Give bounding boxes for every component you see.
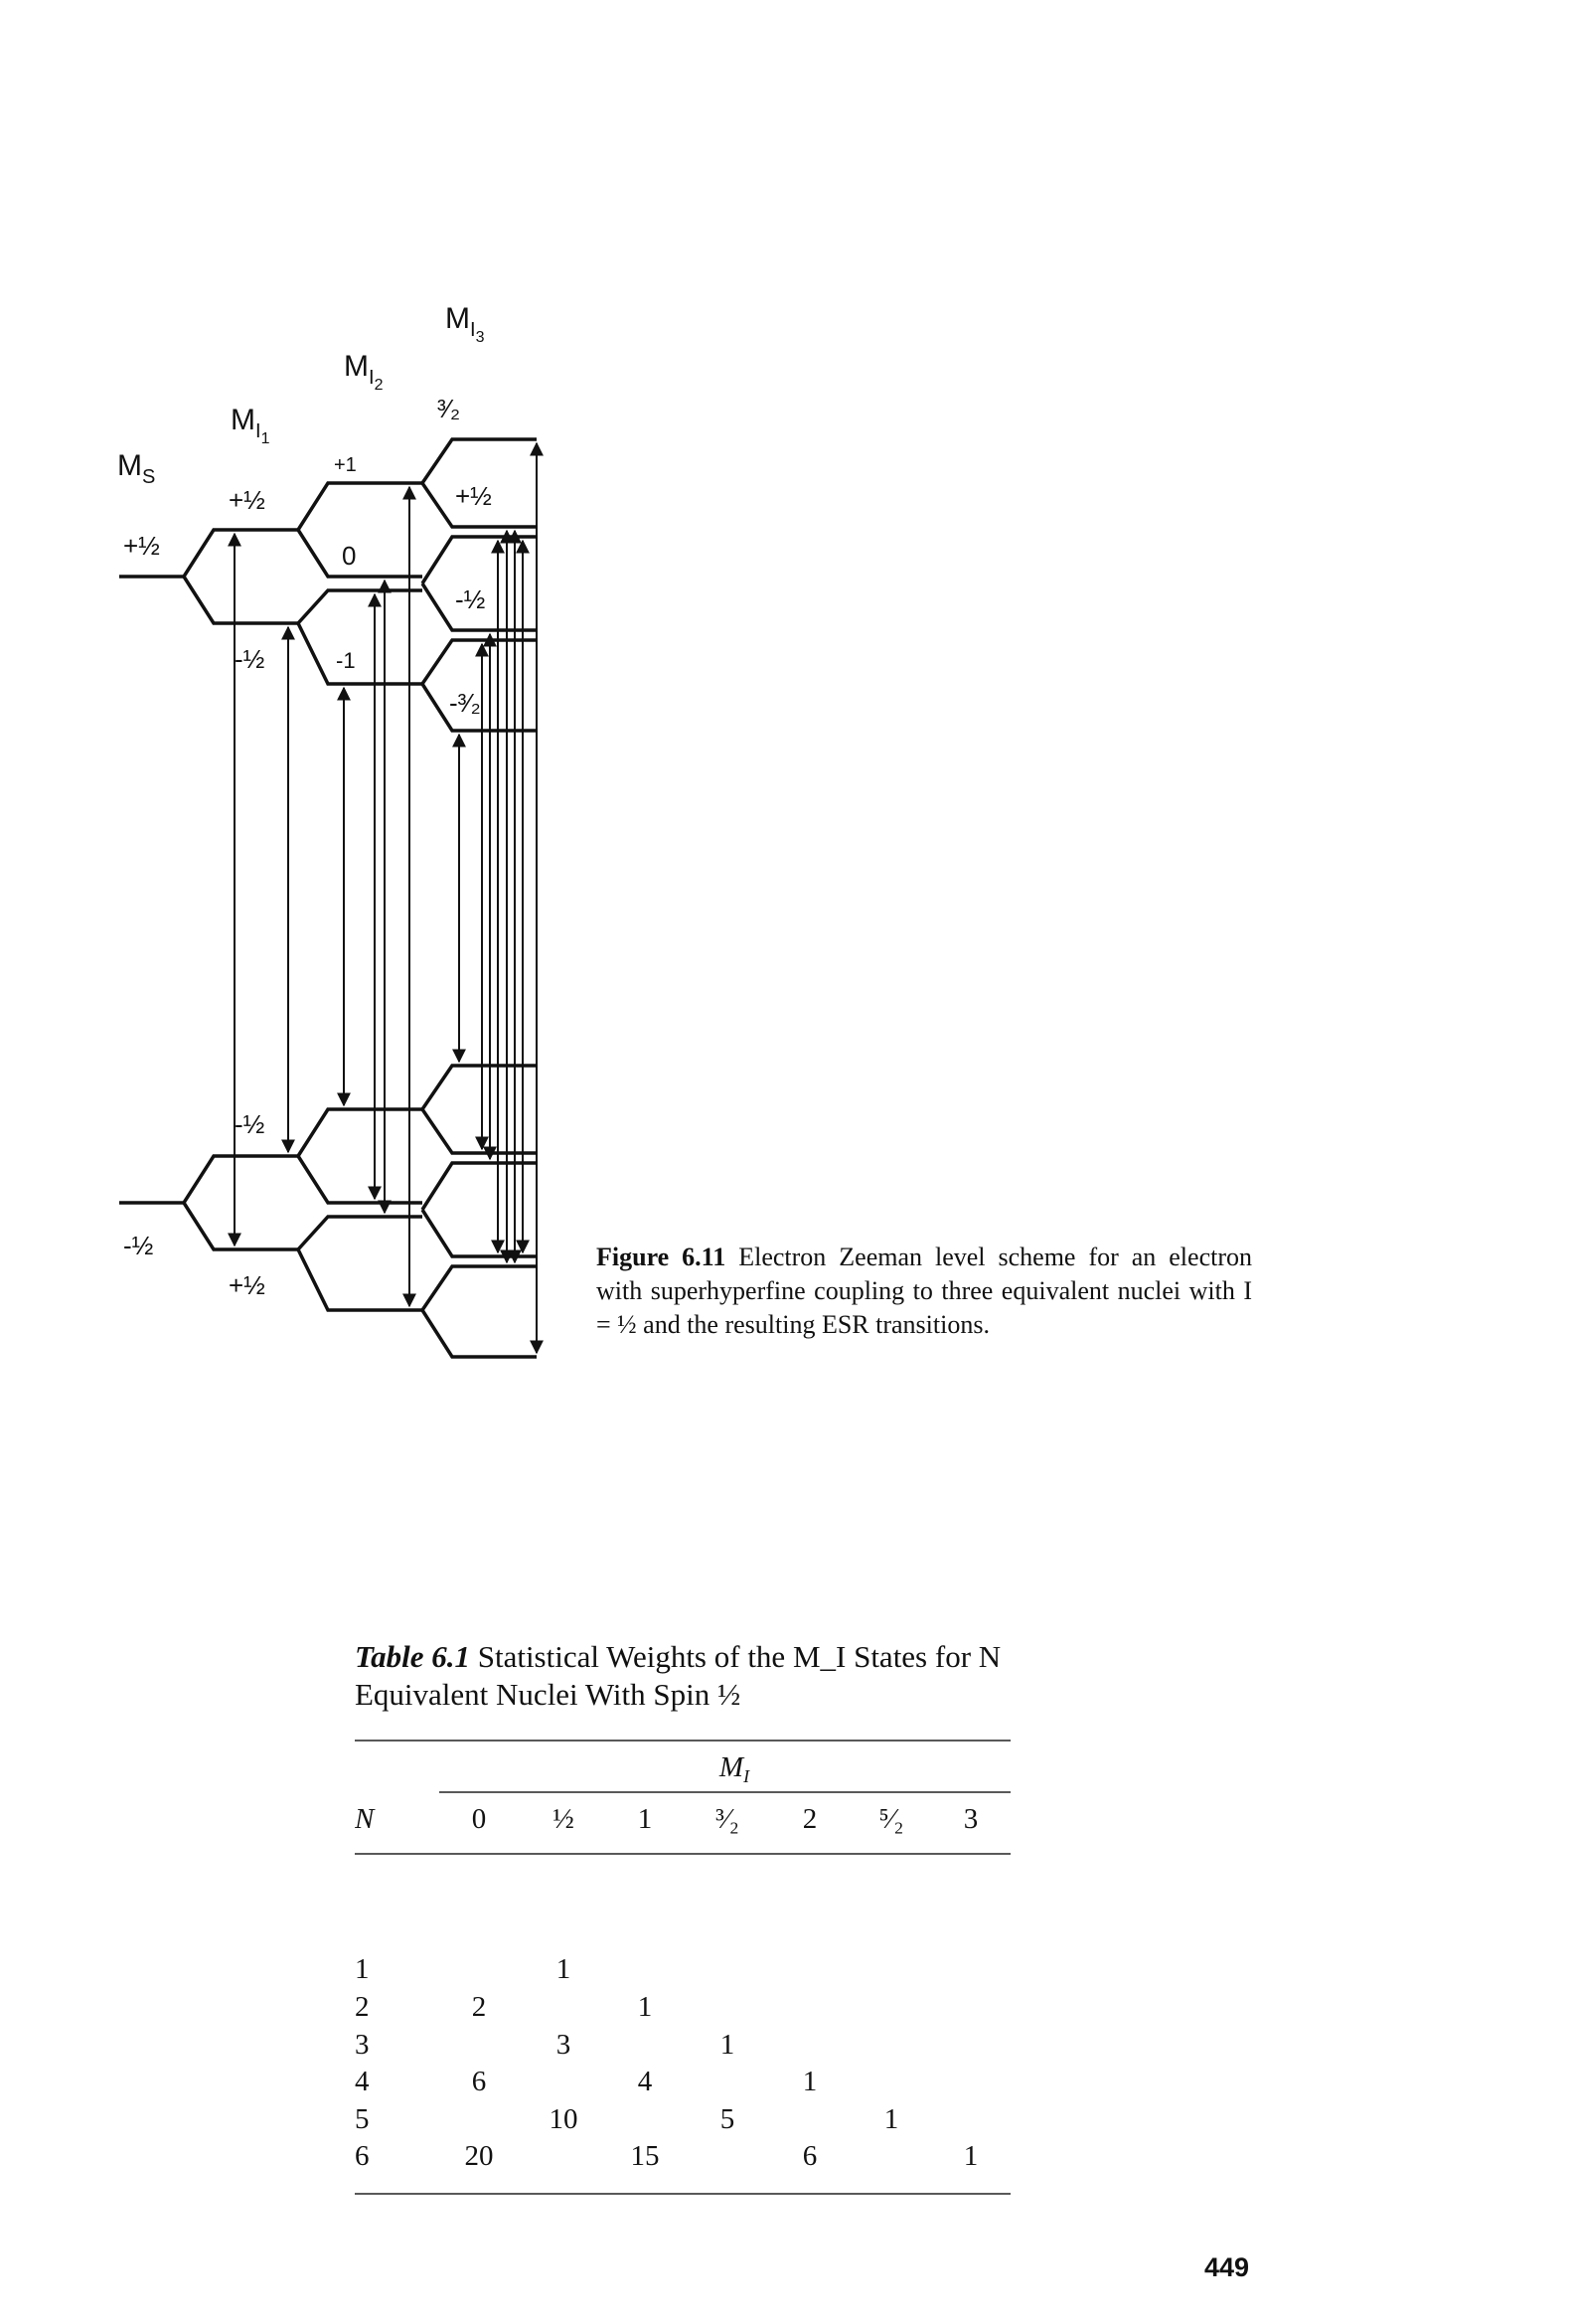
table-cell: 1 <box>883 2103 899 2135</box>
mi1-lower-minus-half: -½ <box>235 1109 265 1139</box>
quantum-labels <box>123 394 492 1300</box>
table-column-header: ½ <box>552 1803 574 1835</box>
table-cell: 1 <box>802 2066 818 2097</box>
table-title-text: Statistical Weights of the M_I States for N Equivalent Nuclei With Spin ½ <box>355 1639 1002 1712</box>
statistical-weights-table <box>355 1735 1011 2212</box>
mi2-header: $M_{I2}$ <box>344 350 384 394</box>
ms-plus-half: +½ <box>123 531 160 561</box>
mi3-minus-three-halves: -³⁄₂ <box>449 688 481 718</box>
table-cell: 3 <box>555 2029 571 2061</box>
level-lines <box>119 439 537 1357</box>
mi2-minus-one: -1 <box>336 648 356 673</box>
mi1-plus-half: +½ <box>229 485 265 515</box>
mi3-minus-half: -½ <box>455 584 486 614</box>
table-cell: 6 <box>471 2066 487 2097</box>
table-cell: 5 <box>719 2103 735 2135</box>
ms-header: $M_S$ <box>117 449 156 488</box>
mi2-plus-one: +1 <box>334 454 357 476</box>
table-column-header: 0 <box>471 1803 487 1835</box>
table-row-label: 5 <box>355 2103 370 2135</box>
table-cell: 1 <box>637 1991 653 2023</box>
table-text <box>355 1751 978 2172</box>
mi1-minus-half: -½ <box>235 644 265 674</box>
table-cell: 1 <box>555 1953 571 1985</box>
table-cell: 1 <box>963 2140 979 2172</box>
table-column-header: 1 <box>637 1803 653 1835</box>
table-column-header: 3 <box>963 1803 979 1835</box>
table-row-header: N <box>355 1803 375 1835</box>
table-row-label: 1 <box>355 1953 370 1985</box>
table-cell: 10 <box>549 2103 578 2135</box>
table-group-header: $M_I$ <box>718 1751 750 1786</box>
figure-caption-text: Electron Zeeman level scheme for an electron with superhyperfine coupling to three equivalent nuclei with I = ½ and the resulting ESR transitions. <box>596 1243 1252 1339</box>
table-cell: 15 <box>630 2140 660 2172</box>
mi1-header: $M_{I1}$ <box>231 404 270 447</box>
table-cell: 6 <box>802 2140 818 2172</box>
table-row-label: 2 <box>355 1991 370 2023</box>
mi3-header: $M_{I3}$ <box>445 302 485 346</box>
figure-caption <box>596 1241 1252 1342</box>
page-number: 449 <box>1204 2252 1250 2282</box>
ms-minus-half: -½ <box>123 1231 154 1260</box>
table-column-header: 2 <box>802 1803 818 1835</box>
mi2-zero: 0 <box>342 541 357 571</box>
table-title <box>355 1638 1011 1714</box>
table-rules <box>355 1741 1011 2194</box>
table-cell: 2 <box>471 1991 487 2023</box>
table-row-label: 4 <box>355 2066 370 2097</box>
mi3-plus-half: +½ <box>455 481 492 511</box>
table-cell: 20 <box>464 2140 494 2172</box>
figure-caption-label: Figure 6.11 <box>596 1243 726 1271</box>
table-column-header: ³⁄₂ <box>715 1803 739 1835</box>
table-row-label: 3 <box>355 2029 370 2061</box>
table-cell: 4 <box>637 2066 653 2097</box>
mi1-lower-plus-half: +½ <box>229 1270 265 1300</box>
mi3-three-halves: ³⁄₂ <box>437 394 461 423</box>
table-cell: 1 <box>719 2029 735 2061</box>
table-label: Table 6.1 <box>355 1639 470 1674</box>
table-column-header: ⁵⁄₂ <box>878 1803 904 1835</box>
table-row-label: 6 <box>355 2140 370 2172</box>
column-headers <box>117 302 485 488</box>
